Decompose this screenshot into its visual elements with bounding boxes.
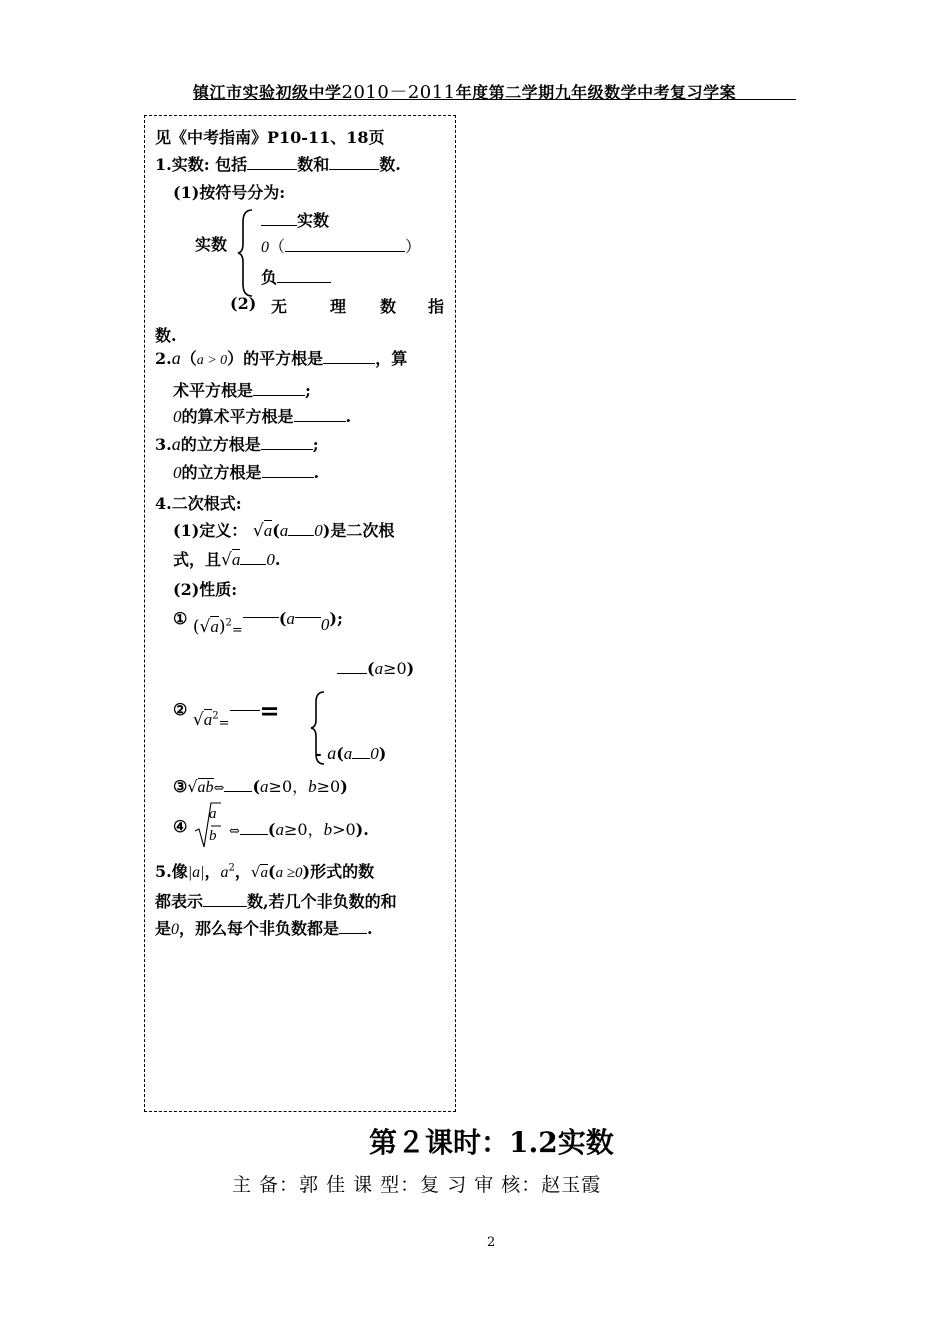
brace-item-positive: 实数 <box>261 208 329 231</box>
radical: √a <box>221 550 241 570</box>
blank[interactable] <box>288 534 314 536</box>
blank[interactable] <box>243 616 279 618</box>
q2-line2: 术平方根是 ; <box>173 381 311 400</box>
radical: √a <box>250 863 268 881</box>
q1-sub2-char: 理 <box>330 297 347 316</box>
blank[interactable] <box>277 281 331 283</box>
blank[interactable] <box>337 672 367 674</box>
header-years: 2010－2011 <box>341 82 456 103</box>
q1-sub2-char: 无 <box>271 297 288 316</box>
q4-title: 4.二次根式: <box>155 494 242 513</box>
blank[interactable] <box>261 448 313 450</box>
blank[interactable] <box>203 905 247 907</box>
q1-sub2-lead: (2) <box>230 294 257 313</box>
q1-line: 1.实数: 包括 数和 数. <box>155 155 401 174</box>
radical: √a <box>252 521 273 541</box>
radical: $√a^2$ <box>192 710 219 730</box>
fraction-denominator: b <box>209 828 217 844</box>
q5-line2: 都表示 数,若几个非负数的和 <box>155 892 397 911</box>
blank[interactable] <box>323 362 375 364</box>
q2-line1: 2.a（a > 0）的平方根是 ，算 <box>155 348 408 368</box>
blank[interactable] <box>253 394 305 396</box>
header-rule <box>193 99 796 100</box>
blank[interactable] <box>285 250 405 252</box>
lesson-title: 第２课时：1.2实数 <box>369 1126 614 1159</box>
brace-item-zero: 0（ ） <box>261 237 422 256</box>
property-4: ④ <box>173 817 188 836</box>
q4-properties: (2)性质: <box>173 580 238 599</box>
fraction-numerator: a <box>209 806 217 822</box>
property-2-case-1: (a≥0) <box>337 659 414 679</box>
q1-sub2-char: 数 <box>380 297 397 316</box>
blank[interactable] <box>240 833 268 835</box>
page-number: 2 <box>487 1235 496 1250</box>
q3-line1: 3.a的立方根是 ; <box>155 434 319 454</box>
q5-line1: 5.像|a|，$a^2$，√a(a ≥0)形式的数 <box>155 862 375 881</box>
blank[interactable] <box>224 790 252 792</box>
blank[interactable] <box>230 709 260 711</box>
blank[interactable] <box>240 563 266 565</box>
page-header <box>193 78 736 104</box>
q5-line3: 是0，那么每个非负数都是 . <box>155 919 373 938</box>
property-2-case-2: - a(a 0) <box>315 743 387 763</box>
property-4-rest: ⇔ (a≥0，b>0). <box>229 820 369 839</box>
blank[interactable] <box>247 168 297 170</box>
q4-definition-line2: 式，且√a 0. <box>173 550 281 570</box>
brace-label: 实数 <box>195 235 228 254</box>
property-1: ① $(√a)^2_=(a$ 0); <box>173 609 343 638</box>
curly-brace <box>236 208 256 298</box>
blank[interactable] <box>294 420 346 422</box>
q2-line3: 0的算术平方根是 . <box>173 407 352 426</box>
reference-line: 见《中考指南》P10-11、18页 <box>155 128 385 147</box>
lesson-meta: 主 备：郭 佳 课 型：复 习 审 核：赵玉霞 <box>232 1174 602 1196</box>
blank[interactable] <box>295 616 321 618</box>
blank[interactable] <box>261 224 297 226</box>
q4-definition: (1)定义： √a(a 0)是二次根 <box>173 521 395 541</box>
property-2: ② $√a^2_=$ = <box>173 696 280 731</box>
brace-item-negative: 负 <box>261 265 331 288</box>
q1-sub2-char: 指 <box>428 297 445 316</box>
blank[interactable] <box>339 932 367 934</box>
blank[interactable] <box>352 757 370 759</box>
header-school: 镇江市实验初级中学 <box>193 83 342 102</box>
radical: √ab <box>187 777 214 796</box>
q1-sub2-end: 数. <box>155 326 177 345</box>
radical-squared: $(√a)^2$ <box>192 617 232 637</box>
q1-sub1: (1)按符号分为: <box>173 183 286 202</box>
q3-line2: 0的立方根是 . <box>173 463 320 482</box>
header-term: 年度第二学期九年级数学中考复习学案 <box>455 83 737 102</box>
blank[interactable] <box>329 168 379 170</box>
property-3: ③√ab⇔ (a≥0，b≥0) <box>173 777 348 796</box>
blank[interactable] <box>262 476 314 478</box>
